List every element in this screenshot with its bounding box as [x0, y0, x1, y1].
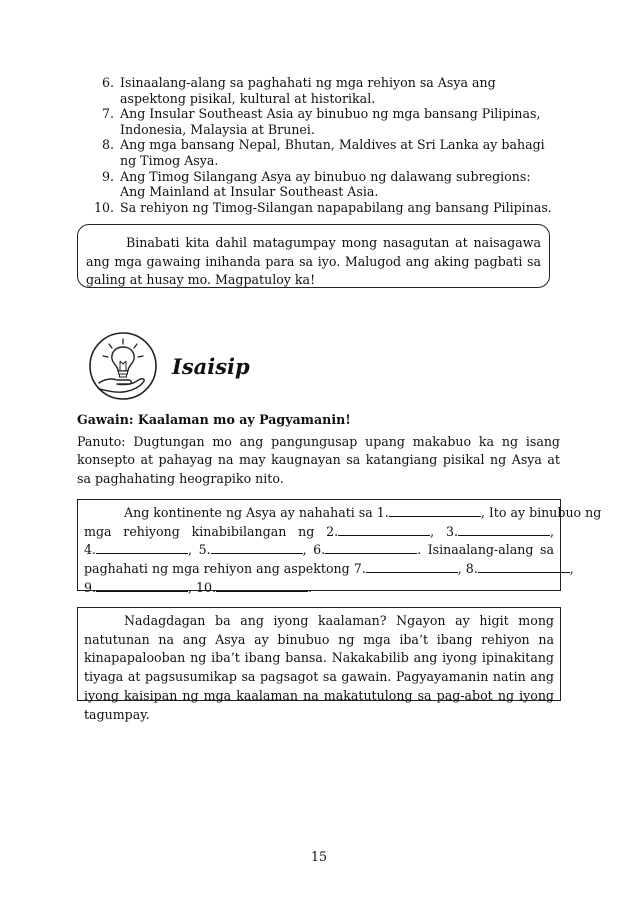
activity-heading: Gawain: Kaalaman mo ay Pagyamanin!: [77, 412, 351, 427]
statement-list: [92, 75, 552, 215]
fill-text: 9.: [84, 579, 97, 595]
congratulations-text: Binabati kita dahil matagumpay mong nasagutan at naisagawa ang mga gawaing inihanda para sa iyo. Malugod ang aking pagbati sa galing at husay mo. Magpatuloy ka!: [86, 235, 541, 287]
fill-text: , 10.: [188, 579, 217, 595]
item-text: Sa rehiyon ng Timog-Silangan napapabilang ang bansang Pilipinas.: [120, 199, 552, 215]
item-number: 9.: [101, 168, 114, 184]
instructions: Panuto: Dugtungan mo ang pangungusap upang makabuo ka ng isang konsepto at pahayag na may kaugnayan sa katangiang pisikal ng Asya at sa paghahating heograpiko nito.: [77, 434, 560, 486]
section-title: Isaisip: [172, 354, 250, 379]
item-number: 7.: [101, 106, 114, 122]
answer-blank-6[interactable]: [325, 542, 417, 554]
fill-text: Ang kontinente ng Asya ay nahahati sa 1.: [124, 505, 389, 520]
answer-blank-1[interactable]: [389, 505, 481, 517]
fill-text: rehiyong: [123, 523, 180, 539]
fill-line: [84, 523, 554, 542]
fill-text: , Ito ay binubuo ng: [480, 505, 602, 520]
fill-text: ,: [188, 542, 193, 558]
fill-text: 3.: [445, 523, 458, 539]
item-text: Isinaalang-alang sa paghahati ng mga rehiyon sa Asya ang aspektong pisikal, kultural at historikal.: [120, 75, 496, 106]
fill-text: ,: [302, 542, 307, 558]
list-item: [92, 106, 552, 137]
fill-text: .: [417, 542, 422, 558]
fill-text: 6.: [313, 542, 326, 558]
page-number: 15: [310, 849, 328, 864]
item-number: 6.: [101, 75, 114, 90]
fill-text: paghahati ng mga rehiyon ang aspektong 7.: [84, 561, 366, 577]
item-number: 10.: [93, 199, 114, 215]
fill-text: ng: [298, 523, 315, 539]
answer-blank-8[interactable]: [478, 561, 570, 573]
answer-blank-4[interactable]: [96, 542, 188, 554]
answer-blank-9[interactable]: [96, 580, 188, 592]
fill-line: [84, 579, 554, 598]
fill-line: [84, 504, 602, 523]
fill-text: 2.: [326, 523, 339, 539]
fill-text: ,: [569, 561, 574, 577]
fill-text: Isinaalang-alang: [427, 542, 534, 558]
fill-text: sa: [539, 542, 554, 558]
item-text: Ang Timog Silangang Asya ay binubuo ng dalawang subregions: Ang Mainland at Insular Southeast Asia.: [120, 168, 531, 200]
fill-text: ,: [430, 523, 435, 539]
fill-text: [124, 504, 601, 523]
fill-line: [84, 560, 574, 579]
list-item: [92, 200, 552, 216]
fill-text: .: [308, 579, 313, 595]
item-text: Ang Insular Southeast Asia ay binubuo ng mga bansang Pilipinas, Indonesia, Malaysia at Brunei.: [120, 106, 541, 137]
fill-text: 4.: [84, 542, 97, 558]
item-text: Ang mga bansang Nepal, Bhutan, Maldives at Sri Lanka ay bahagi ng Timog Asya.: [120, 137, 545, 168]
fill-text: mga: [84, 523, 112, 539]
answer-blank-2[interactable]: [338, 524, 430, 536]
closing-text: Nadagdagan ba ang iyong kaalaman? Ngayon ay higit mong natutunan na ang Asya ay binubuo ng mga iba’t ibang rehiyon na kinapapalooban ng iba’t ibang bansa. Nakakabilib ang iyong ipinakitang tiyaga at pagsusumikap sa pagsagot sa gawain. Pagyayamanin natin ang iyong kaisipan ng mga kaalaman na makatutulong sa pag-abot ng iyong tagumpay.: [84, 613, 554, 722]
item-number: 8.: [101, 137, 114, 153]
fill-text: kinabibilangan: [191, 523, 287, 539]
fill-in-the-blanks-box: [77, 499, 602, 595]
congratulations-box: [77, 224, 550, 288]
answer-blank-10[interactable]: [216, 580, 308, 592]
answer-blank-7[interactable]: [366, 561, 458, 573]
fill-text: 5.: [198, 542, 211, 558]
list-item: [92, 169, 552, 200]
closing-message-box: [77, 607, 561, 722]
list-item: [92, 75, 552, 106]
answer-blank-3[interactable]: [458, 524, 550, 536]
answer-blank-5[interactable]: [211, 542, 303, 554]
fill-line: [84, 541, 554, 560]
fill-text: ,: [549, 523, 554, 539]
lightbulb-in-hand-icon: [87, 331, 159, 401]
fill-text: , 8.: [457, 561, 478, 577]
list-item: [92, 137, 552, 168]
